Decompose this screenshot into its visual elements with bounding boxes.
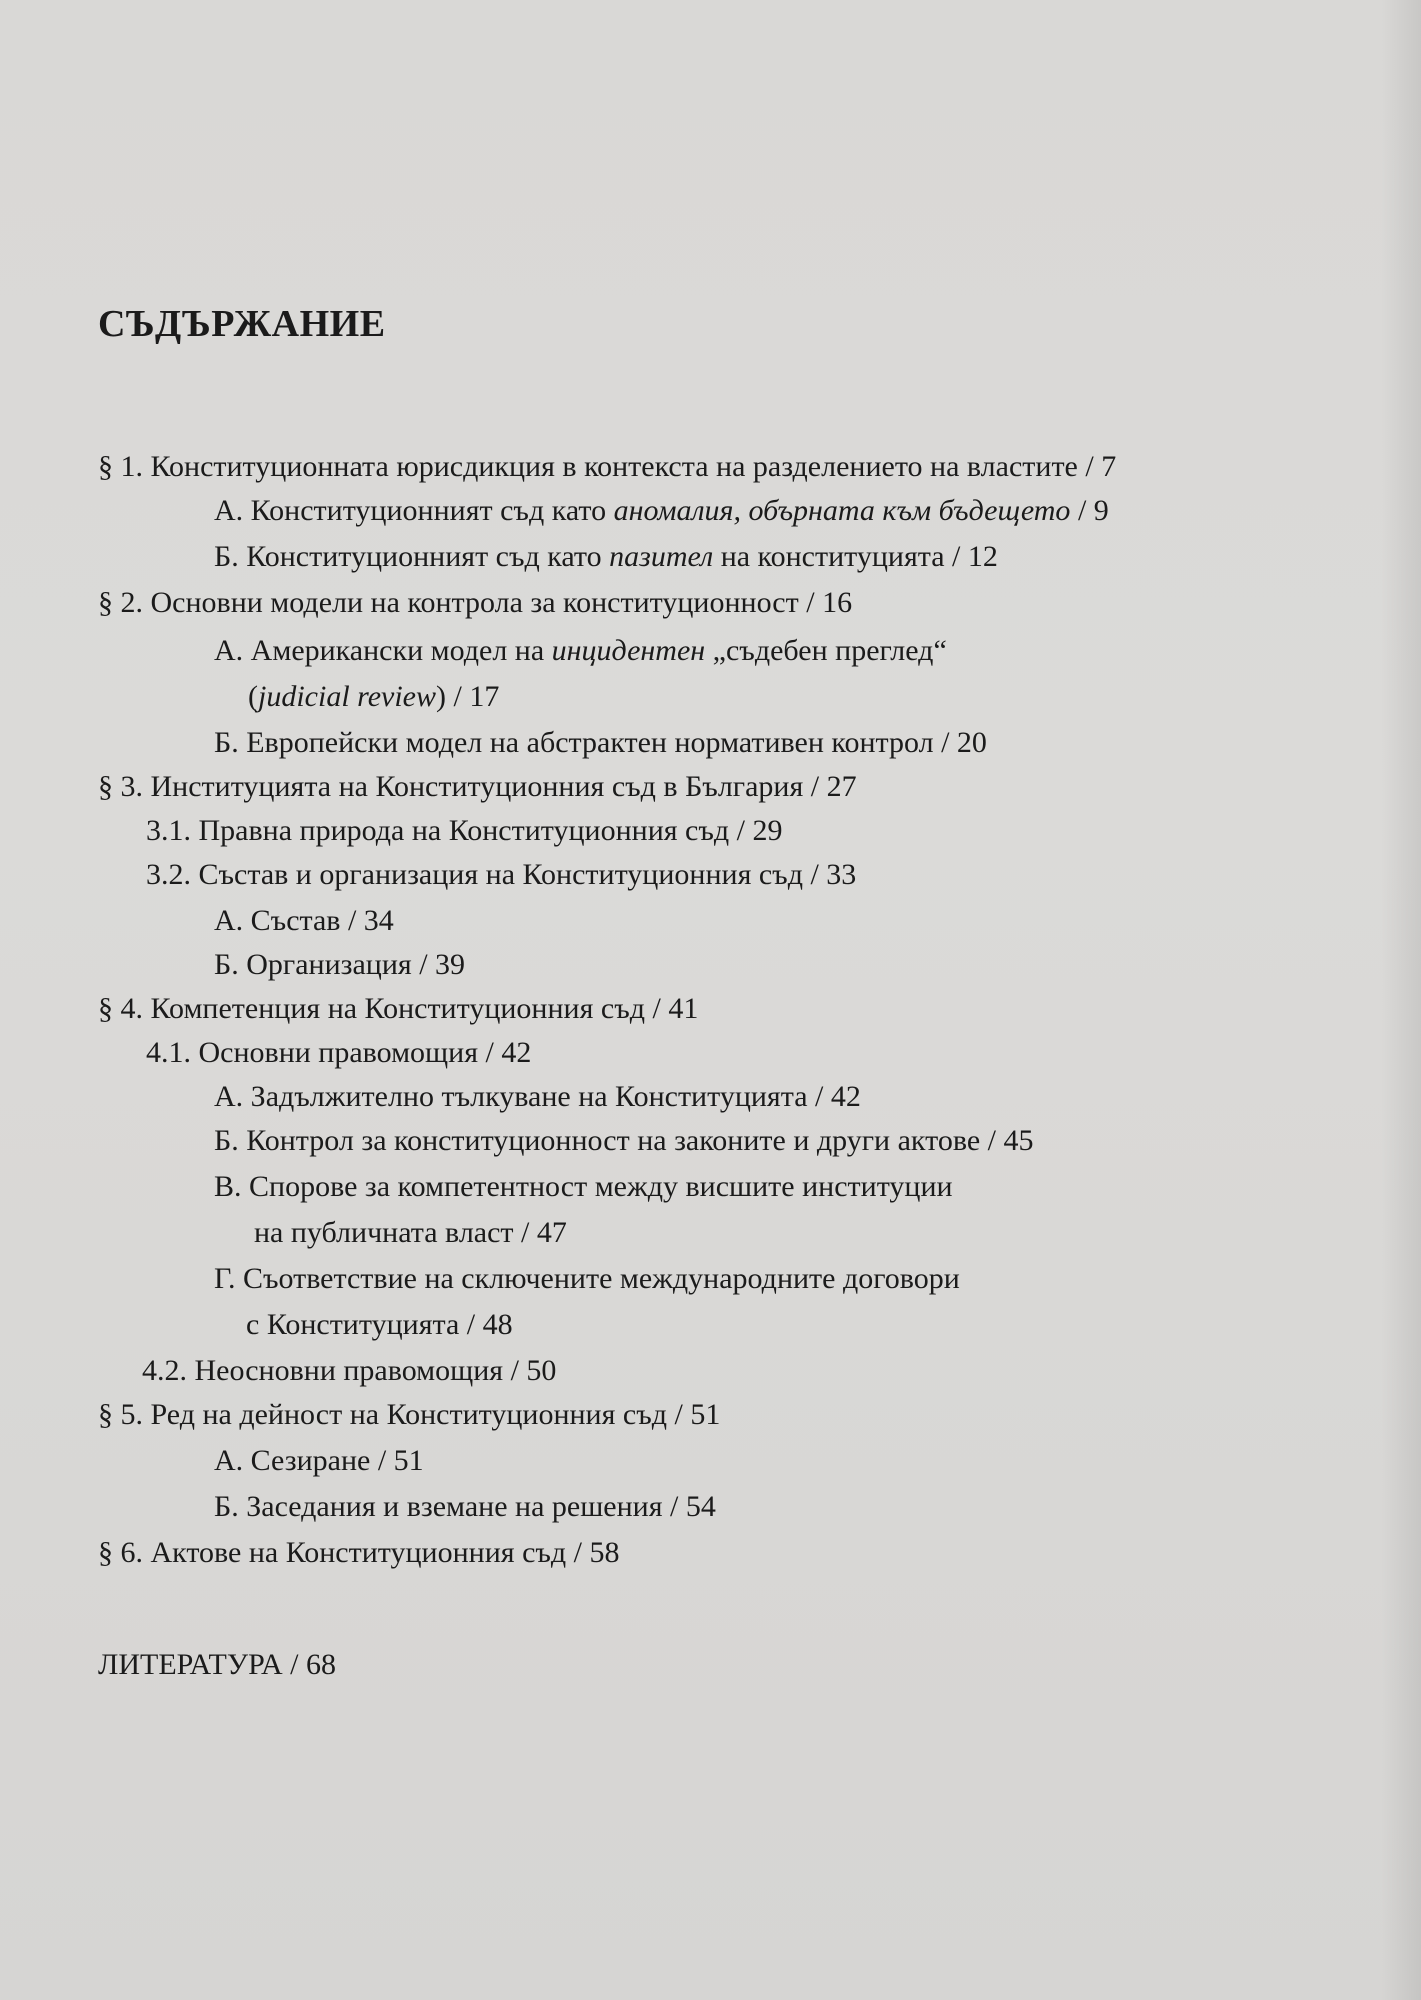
toc-entry-text: Б. Европейски модел на абстрактен нормативен контрол / 20 (214, 726, 987, 759)
toc-entry-italic: judicial review (258, 680, 437, 713)
toc-entry-text: 3.2. Състав и организация на Конституционния съд / 33 (146, 858, 857, 891)
toc-entry-level-1 (98, 994, 698, 1024)
toc-entry-level-3 (214, 1172, 953, 1202)
toc-entry-text: Б. Организация / 39 (214, 948, 466, 981)
toc-entry-text: А. Сезиране / 51 (214, 1444, 424, 1477)
toc-entry-text: Б. Конституционният съд като (214, 540, 610, 573)
toc-entry-level-4 (248, 682, 499, 712)
toc-entry-level-3 (214, 1126, 1033, 1156)
toc-entry-level-2 (142, 1356, 556, 1386)
toc-entry-text: с Конституцията / 48 (246, 1308, 513, 1341)
toc-entry-text: § 3. Институцията на Конституционния съд в България / 27 (98, 770, 857, 803)
toc-entry-text: § 5. Ред на дейност на Конституционния съд / 51 (98, 1398, 721, 1431)
toc-entry-text: Б. Контрол за конституционност на законите и други актове / 45 (214, 1124, 1034, 1157)
toc-entry-level-4 (246, 1310, 513, 1340)
toc-entry-text: А. Конституционният съд като (214, 494, 614, 527)
toc-entry-text: 3.1. Правна природа на Конституционния съд / 29 (146, 814, 783, 847)
toc-entry-level-1 (98, 452, 1116, 482)
toc-entry-text: А. Състав / 34 (214, 904, 394, 937)
toc-entry-text: Г. Съответствие на сключените международните договори (214, 1262, 960, 1295)
toc-entry-italic: аномалия, обърната към бъдещето (613, 494, 1071, 527)
toc-entry-suffix: на конституцията / 12 (713, 540, 998, 573)
toc-entry-suffix: „съдебен преглед“ (705, 634, 947, 667)
toc-entry-suffix: ) / 17 (436, 680, 500, 713)
toc-entry-text: В. Спорове за компетентност между висшите институции (214, 1170, 953, 1203)
toc-entry-level-2 (146, 1038, 531, 1068)
toc-entry-level-1 (98, 772, 857, 802)
toc-entry-text: А. Задължително тълкуване на Конституцията / 42 (214, 1080, 861, 1113)
toc-entry-text: 4.1. Основни правомощия / 42 (146, 1036, 532, 1069)
bibliography-entry: ЛИТЕРАТУРА / 68 (98, 1648, 336, 1681)
page-title: СЪДЪРЖАНИЕ (98, 303, 386, 345)
toc-entry-text: § 2. Основни модели на контрола за конституционност / 16 (98, 586, 853, 619)
toc-entry-level-2 (146, 816, 782, 846)
toc-entry-level-3 (214, 1264, 960, 1294)
toc-entry-level-3 (214, 1082, 861, 1112)
toc-entry-level-3 (214, 542, 998, 572)
toc-entry-text: Б. Заседания и вземане на решения / 54 (214, 1490, 716, 1523)
toc-entry-level-3 (214, 636, 947, 666)
toc-entry-level-1 (98, 1538, 620, 1568)
toc-entry-italic: пазител (609, 540, 714, 573)
toc-entry-text: § 1. Конституционната юрисдикция в контекста на разделението на властите / 7 (98, 450, 1117, 483)
toc-entry-text: 4.2. Неосновни правомощия / 50 (142, 1354, 557, 1387)
toc-entry-level-3 (214, 906, 394, 936)
toc-entry-level-3 (214, 728, 987, 758)
toc-entry-level-1 (98, 588, 852, 618)
toc-entry-level-3 (214, 496, 1109, 526)
toc-entry-text: § 6. Актове на Конституционния съд / 58 (98, 1536, 620, 1569)
toc-entry-text: на публичната власт / 47 (254, 1216, 567, 1249)
toc-entry-level-2 (146, 860, 856, 890)
toc-entry-level-3 (214, 1446, 424, 1476)
toc-entry-level-1 (98, 1400, 720, 1430)
toc-entry-level-3 (214, 950, 465, 980)
toc-entry-level-3 (214, 1492, 716, 1522)
toc-entry-suffix: / 9 (1070, 494, 1109, 527)
toc-entry-text: § 4. Компетенция на Конституционния съд / 41 (98, 992, 699, 1025)
toc-entry-text: А. Американски модел на (214, 634, 552, 667)
toc-entry-italic: инцидентен (551, 634, 706, 667)
toc-entry-text: ( (248, 680, 258, 713)
toc-entry-level-4 (254, 1218, 567, 1248)
